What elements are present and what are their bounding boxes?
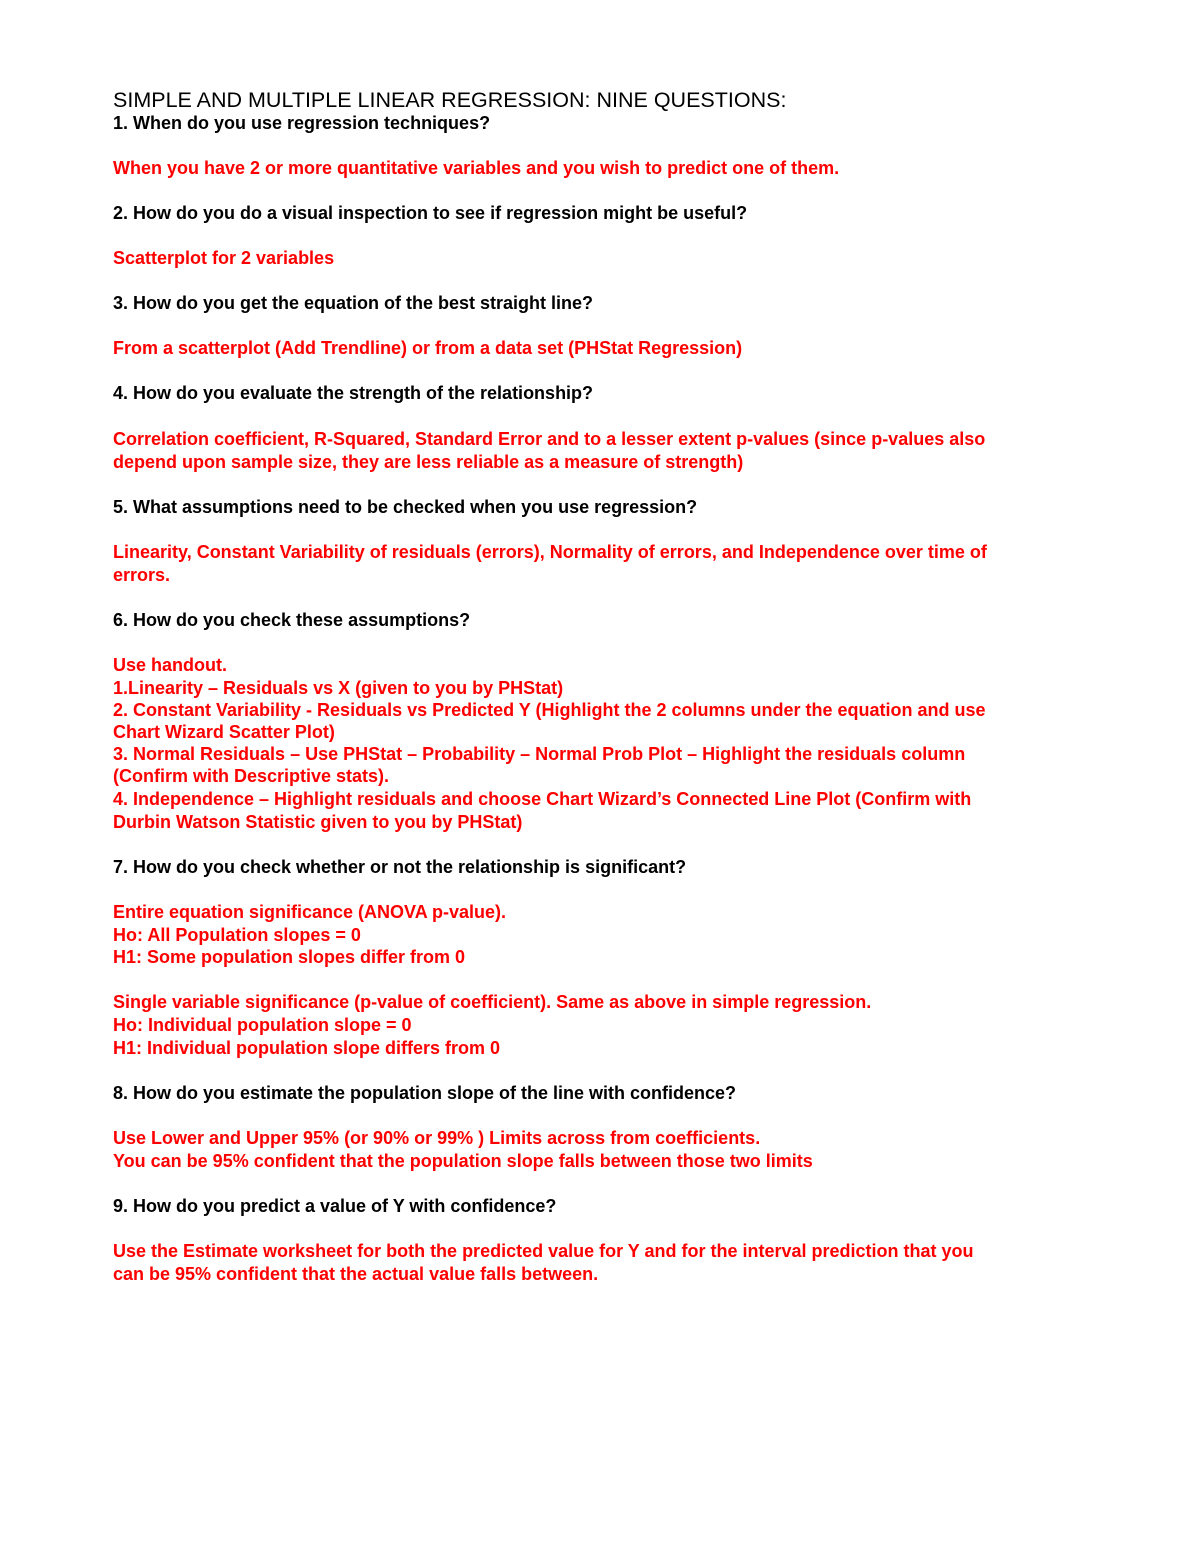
answer-5-line-1: Linearity, Constant Variability of residuals (errors), Normality of errors, and Independence over time of	[113, 542, 987, 562]
question-2: 2. How do you do a visual inspection to see if regression might be useful?	[113, 203, 748, 223]
answer-4-line-2: depend upon sample size, they are less reliable as a measure of strength)	[113, 452, 744, 472]
answer-6-line-1: Use handout.	[113, 655, 228, 675]
answer-6-line-8: Durbin Watson Statistic given to you by PHStat)	[113, 812, 523, 832]
question-8: 8. How do you estimate the population slope of the line with confidence?	[113, 1083, 737, 1103]
question-9: 9. How do you predict a value of Y with confidence?	[113, 1196, 557, 1216]
answer-8-line-1: Use Lower and Upper 95% (or 90% or 99% ) Limits across from coefficients.	[113, 1128, 761, 1148]
answer-6-line-5: 3. Normal Residuals – Use PHStat – Probability – Normal Prob Plot – Highlight the residuals column	[113, 744, 966, 764]
answer-6-line-2: 1.Linearity – Residuals vs X (given to you by PHStat)	[113, 678, 564, 698]
answer-6-line-4: Chart Wizard Scatter Plot)	[113, 722, 335, 742]
answer-9-line-1: Use the Estimate worksheet for both the predicted value for Y and for the interval prediction that you	[113, 1241, 974, 1261]
question-7: 7. How do you check whether or not the relationship is significant?	[113, 857, 687, 877]
answer-7-line-3: H1: Some population slopes differ from 0	[113, 947, 466, 967]
answer-7-line-2: Ho: All Population slopes = 0	[113, 925, 361, 945]
answer-7-line-7: H1: Individual population slope differs from 0	[113, 1038, 501, 1058]
answer-6-line-3: 2. Constant Variability - Residuals vs Predicted Y (Highlight the 2 columns under the equation and use	[113, 700, 986, 720]
answer-1-line-1: When you have 2 or more quantitative variables and you wish to predict one of them.	[113, 158, 840, 178]
answer-7-line-6: Ho: Individual population slope = 0	[113, 1015, 412, 1035]
question-6: 6. How do you check these assumptions?	[113, 610, 471, 630]
answer-7-line-5: Single variable significance (p-value of coefficient). Same as above in simple regression.	[113, 992, 872, 1012]
answer-7-line-1: Entire equation significance (ANOVA p-value).	[113, 902, 507, 922]
answer-9-line-2: can be 95% confident that the actual value falls between.	[113, 1264, 599, 1284]
answer-6-line-6: (Confirm with Descriptive stats).	[113, 766, 390, 786]
answer-3-line-1: From a scatterplot (Add Trendline) or from a data set (PHStat Regression)	[113, 338, 743, 358]
question-4: 4. How do you evaluate the strength of the relationship?	[113, 383, 594, 403]
answer-5-line-2: errors.	[113, 565, 171, 585]
page-title: SIMPLE AND MULTIPLE LINEAR REGRESSION: NINE QUESTIONS:	[113, 88, 787, 112]
question-3: 3. How do you get the equation of the best straight line?	[113, 293, 594, 313]
question-1: 1. When do you use regression techniques?	[113, 113, 491, 133]
question-5: 5. What assumptions need to be checked when you use regression?	[113, 497, 698, 517]
answer-4-line-1: Correlation coefficient, R-Squared, Standard Error and to a lesser extent p-values (since p-values also	[113, 429, 986, 449]
answer-2-line-1: Scatterplot for 2 variables	[113, 248, 335, 268]
answer-8-line-2: You can be 95% confident that the population slope falls between those two limits	[113, 1151, 813, 1171]
answer-6-line-7: 4. Independence – Highlight residuals and choose Chart Wizard’s Connected Line Plot (Confirm with	[113, 789, 972, 809]
